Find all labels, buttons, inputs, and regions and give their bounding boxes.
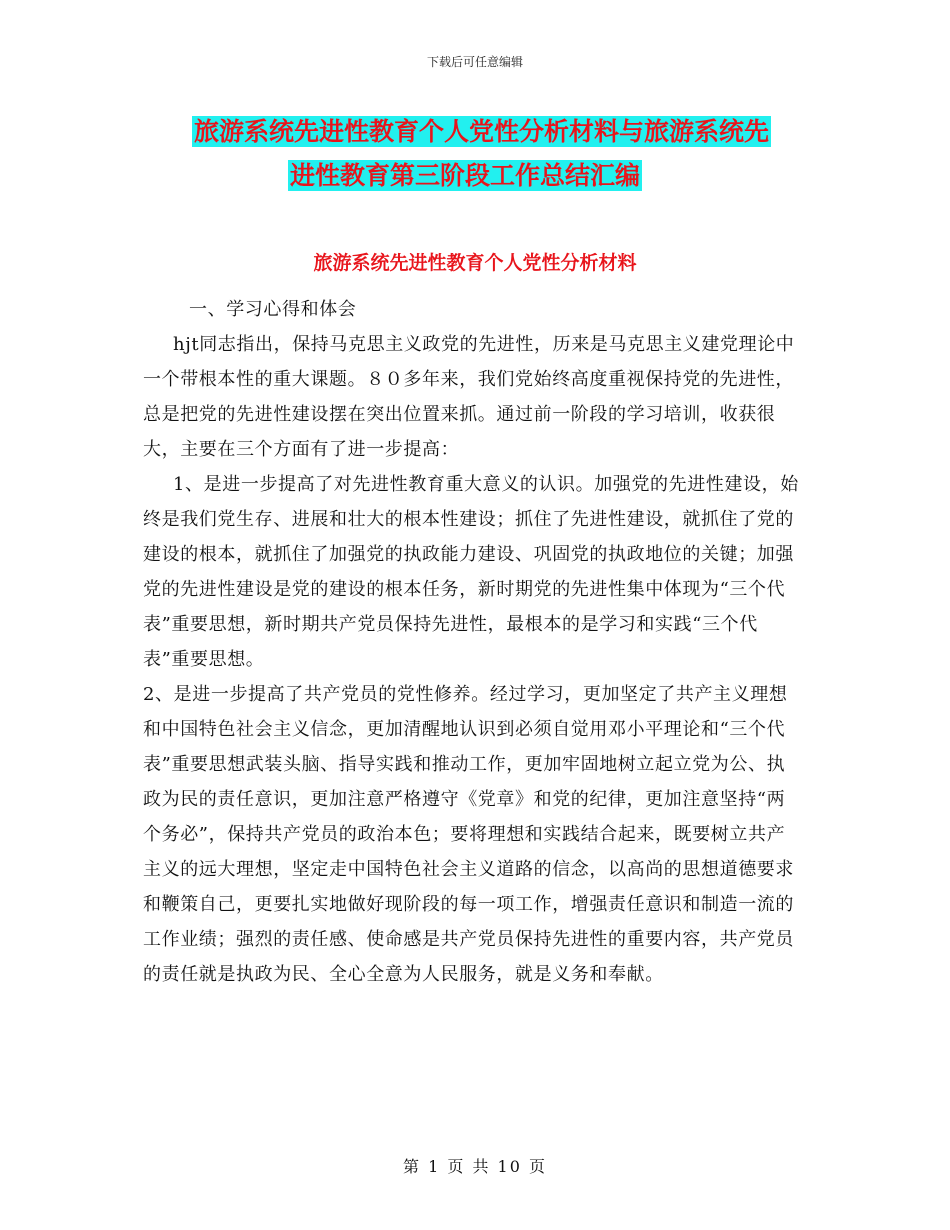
document-title (180, 110, 820, 198)
section-title: 旅游系统先进性教育个人党性分析材料 (313, 252, 637, 274)
title-line-2: 进性教育第三阶段工作总结汇编 (290, 161, 641, 190)
page-header: 下载后可任意编辑 (426, 55, 523, 69)
title-line-1: 旅游系统先进性教育个人党性分析材料与旅游系统先 (194, 117, 770, 146)
heading-study-experience: 一、学习心得和体会 (189, 299, 357, 320)
document-body (143, 292, 803, 992)
paragraph-point-2: 2、是进一步提高了共产党员的党性修养。经过学习，更加坚定了共产主义理想和中国特色社会主义信念，更加清醒地认识到必须自觉用邓小平理论和“三个代表”重要思想武装头脑、指导实践和推动工作，更加牢固地树立起立党为公、执政为民的责任意识，更加注意严格遵守《党章》和党的纪律，更加注意坚持“两个务必”，保持共产党员的政治本色；要将理想和实践结合起来，既要树立共产主义的远大理想，坚定走中国特色社会主义道路的信念，以高尚的思想道德要求和鞭策自己，更要扎实地做好现阶段的每一项工作，增强责任意识和制造一流的工作业绩；强烈的责任感、使命感是共产党员保持先进性的重要内容，共产党员的责任就是执政为民、全心全意为人民服务，就是义务和奉献。 (143, 684, 794, 985)
page-footer: 第 1 页 共 10 页 (403, 1157, 547, 1176)
paragraph-point-1: 1、是进一步提高了对先进性教育重大意义的认识。加强党的先进性建设，始终是我们党生存、进展和壮大的根本性建设；抓住了先进性建设，就抓住了党的建设的根本，就抓住了加强党的执政能力建设、巩固党的执政地位的关键；加强党的先进性建设是党的建设的根本任务，新时期党的先进性集中体现为“三个代表”重要思想，新时期共产党员保持先进性，最根本的是学习和实践“三个代表”重要思想。 (143, 474, 799, 670)
paragraph-intro: hjt同志指出，保持马克思主义政党的先进性，历来是马克思主义建党理论中一个带根本性的重大课题。８０多年来，我们党始终高度重视保持党的先进性，总是把党的先进性建设摆在突出位置来抓。通过前一阶段的学习培训，收获很大，主要在三个方面有了进一步提高： (143, 334, 795, 460)
